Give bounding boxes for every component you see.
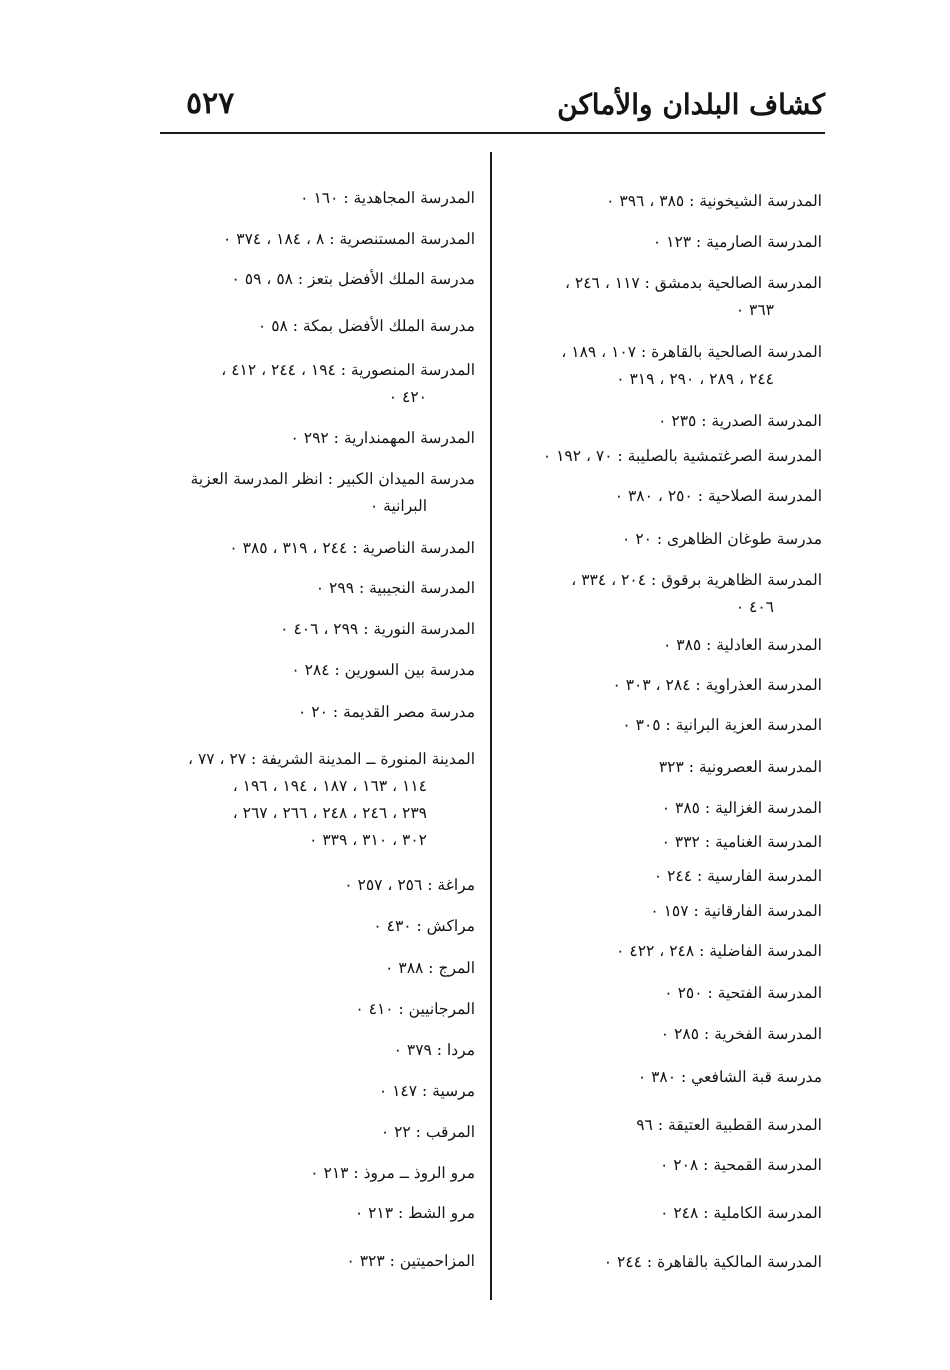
- index-entry-line: المدرسة الشيخونية : ٣٨٥ ، ٣٩٦ ٠: [606, 192, 822, 210]
- index-entry: [500, 567, 822, 621]
- index-entry: [500, 938, 822, 965]
- index-entry: [500, 863, 822, 890]
- index-entry-line: مراكش : ٤٣٠ ٠: [373, 917, 475, 935]
- index-entry: [500, 229, 822, 256]
- index-entry: [150, 357, 475, 411]
- index-entry: [150, 266, 475, 293]
- index-entry-line: المدرسة الصارمية : ١٢٣ ٠: [652, 233, 822, 251]
- index-entry: [150, 1078, 475, 1105]
- index-entry-line: المدرسة القمحية : ٢٠٨ ٠: [660, 1156, 822, 1174]
- index-entry-line: مدرسة قبة الشافعي : ٣٨٠ ٠: [637, 1068, 822, 1086]
- index-entry-line: ٣٠٢ ، ٣١٠ ، ٣٣٩ ٠: [309, 831, 427, 849]
- index-entry: [150, 616, 475, 643]
- index-entry: [150, 699, 475, 726]
- index-entry-line: مدرسة طوغان الظاهرى : ٢٠ ٠: [622, 530, 822, 548]
- column-divider: [490, 152, 492, 1300]
- index-entry: [150, 657, 475, 684]
- index-entry: [150, 425, 475, 452]
- index-entry-line: المدرسة العذراوية : ٢٨٤ ، ٣٠٣ ٠: [612, 676, 822, 694]
- index-entry: [500, 980, 822, 1007]
- index-entry: [150, 1200, 475, 1227]
- index-entry: [500, 1152, 822, 1179]
- page-number: ٥٢٧: [186, 86, 235, 121]
- index-entry-line: ٢٣٩ ، ٢٤٦ ، ٢٤٨ ، ٢٦٦ ، ٢٦٧ ،: [232, 804, 427, 822]
- index-entry-line: مدرسة الملك الأفضل بتعز : ٥٨ ، ٥٩ ٠: [231, 270, 475, 288]
- index-entry-line: ١١٤ ، ١٦٣ ، ١٨٧ ، ١٩٤ ، ١٩٦ ،: [232, 777, 427, 795]
- index-entry: [500, 339, 822, 393]
- index-entry-line: المدرسة الصرغتمشية بالصليبة : ٧٠ ، ١٩٢ ٠: [542, 447, 822, 465]
- index-entry-line: المدرسة النجيبية : ٢٩٩ ٠: [315, 579, 475, 597]
- index-entry: [500, 443, 822, 470]
- index-entry-line: المدرسة الفارقانية : ١٥٧ ٠: [650, 902, 822, 920]
- index-entry-line: المدرسة القطبية العتيقة : ٩٦: [636, 1116, 822, 1134]
- index-entry: [500, 483, 822, 510]
- index-entry-line: المرقب : ٢٢ ٠: [380, 1123, 475, 1141]
- index-entry-line: البرانية ٠: [369, 497, 427, 515]
- index-entry-line: ٤٢٠ ٠: [388, 388, 427, 406]
- index-entry: [500, 1200, 822, 1227]
- index-entry-line: مرسية : ١٤٧ ٠: [378, 1082, 475, 1100]
- index-entry: [500, 1249, 822, 1276]
- index-entry-line: ٣٦٣ ٠: [735, 301, 774, 319]
- index-entry-line: المرج : ٣٨٨ ٠: [385, 959, 475, 977]
- index-entry: [150, 872, 475, 899]
- index-entry-line: المزاحميتين : ٣٢٣ ٠: [346, 1252, 475, 1270]
- index-entry-line: المدرسة الفخرية : ٢٨٥ ٠: [660, 1025, 822, 1043]
- index-entry-line: مدرسة بين السورين : ٢٨٤ ٠: [291, 661, 475, 679]
- index-entry: [150, 1160, 475, 1187]
- index-entry-line: المدرسة المنصورية : ١٩٤ ، ٢٤٤ ، ٤١٢ ،: [221, 361, 475, 379]
- index-entry: [500, 270, 822, 324]
- index-entry-line: ٢٤٤ ، ٢٨٩ ، ٢٩٠ ، ٣١٩ ٠: [616, 370, 774, 388]
- index-entry: [500, 1064, 822, 1091]
- index-entry: [150, 466, 475, 520]
- index-entry-line: المدرسة الغنامية : ٣٣٢ ٠: [661, 833, 822, 851]
- index-entry-line: المدرسة الظاهرية برقوق : ٢٠٤ ، ٣٣٤ ،: [571, 571, 822, 589]
- index-entry-line: ٤٠٦ ٠: [735, 598, 774, 616]
- index-entry: [500, 754, 822, 781]
- index-entry-line: مدرسة الميدان الكبير : انظر المدرسة العزية: [190, 470, 475, 488]
- index-entry-line: المدينة المنورة ــ المدينة الشريفة : ٢٧ ، ٧٧ ،: [188, 750, 475, 768]
- index-entry-line: المدرسة المهمندارية : ٢٩٢ ٠: [290, 429, 475, 447]
- index-entry: [500, 795, 822, 822]
- index-entry: [150, 996, 475, 1023]
- index-entry: [150, 746, 475, 854]
- index-entry: [500, 712, 822, 739]
- index-entry-line: مدرسة الملك الأفضل بمكة : ٥٨ ٠: [257, 317, 475, 335]
- index-entry: [150, 1037, 475, 1064]
- index-entry: [500, 188, 822, 215]
- index-entry: [150, 535, 475, 562]
- index-entry: [500, 1021, 822, 1048]
- page-title: كشاف البلدان والأماكن: [557, 88, 825, 121]
- index-entry-line: المدرسة الفارسية : ٢٤٤ ٠: [653, 867, 822, 885]
- index-entry-line: المدرسة الصالحية بالقاهرة : ١٠٧ ، ١٨٩ ،: [561, 343, 822, 361]
- index-entry: [500, 829, 822, 856]
- index-entry: [500, 672, 822, 699]
- index-entry: [500, 1112, 822, 1139]
- index-entry-line: المدرسة الصلاحية : ٢٥٠ ، ٣٨٠ ٠: [614, 487, 822, 505]
- index-entry-line: المدرسة العادلية : ٣٨٥ ٠: [662, 636, 822, 654]
- index-entry: [150, 226, 475, 253]
- index-entry-line: المدرسة الصالحية بدمشق : ١١٧ ، ٢٤٦ ،: [564, 274, 822, 292]
- index-entry-line: المدرسة الغزالية : ٣٨٥ ٠: [661, 799, 822, 817]
- index-entry-line: مرو الروذ ــ مروذ : ٢١٣ ٠: [310, 1164, 475, 1182]
- index-entry: [150, 913, 475, 940]
- index-entry: [150, 955, 475, 982]
- index-entry: [500, 408, 822, 435]
- index-entry-line: مدرسة مصر القديمة : ٢٠ ٠: [298, 703, 475, 721]
- index-entry-line: المرجانيين : ٤١٠ ٠: [355, 1000, 475, 1018]
- index-entry-line: مردا : ٣٧٩ ٠: [393, 1041, 475, 1059]
- index-entry-line: المدرسة الكاملية : ٢٤٨ ٠: [660, 1204, 822, 1222]
- index-entry-line: المدرسة العصرونية : ٣٢٣: [658, 758, 822, 776]
- index-entry-line: المدرسة الفاضلية : ٢٤٨ ، ٤٢٢ ٠: [616, 942, 822, 960]
- index-entry-line: المدرسة المالكية بالقاهرة : ٢٤٤ ٠: [603, 1253, 822, 1271]
- index-entry-line: المدرسة المستنصرية : ٨ ، ١٨٤ ، ٣٧٤ ٠: [223, 230, 475, 248]
- index-entry-line: المدرسة الصدرية : ٢٣٥ ٠: [658, 412, 822, 430]
- index-entry-line: المدرسة الفتحية : ٢٥٠ ٠: [664, 984, 822, 1002]
- index-entry: [150, 1119, 475, 1146]
- index-entry-line: مراغة : ٢٥٦ ، ٢٥٧ ٠: [344, 876, 475, 894]
- index-entry: [150, 185, 475, 212]
- page-header: [160, 82, 825, 132]
- index-entry-line: مرو الشط : ٢١٣ ٠: [354, 1204, 475, 1222]
- index-entry: [150, 1248, 475, 1275]
- header-rule: [160, 132, 825, 134]
- index-entry-line: المدرسة المجاهدية : ١٦٠ ٠: [300, 189, 475, 207]
- index-entry: [500, 898, 822, 925]
- index-entry-line: المدرسة النورية : ٢٩٩ ، ٤٠٦ ٠: [280, 620, 475, 638]
- index-entry: [500, 526, 822, 553]
- index-entry-line: المدرسة الناصرية : ٢٤٤ ، ٣١٩ ، ٣٨٥ ٠: [229, 539, 475, 557]
- index-entry: [150, 575, 475, 602]
- index-entry: [150, 313, 475, 340]
- index-entry-line: المدرسة العزية البرانية : ٣٠٥ ٠: [622, 716, 822, 734]
- index-entry: [500, 632, 822, 659]
